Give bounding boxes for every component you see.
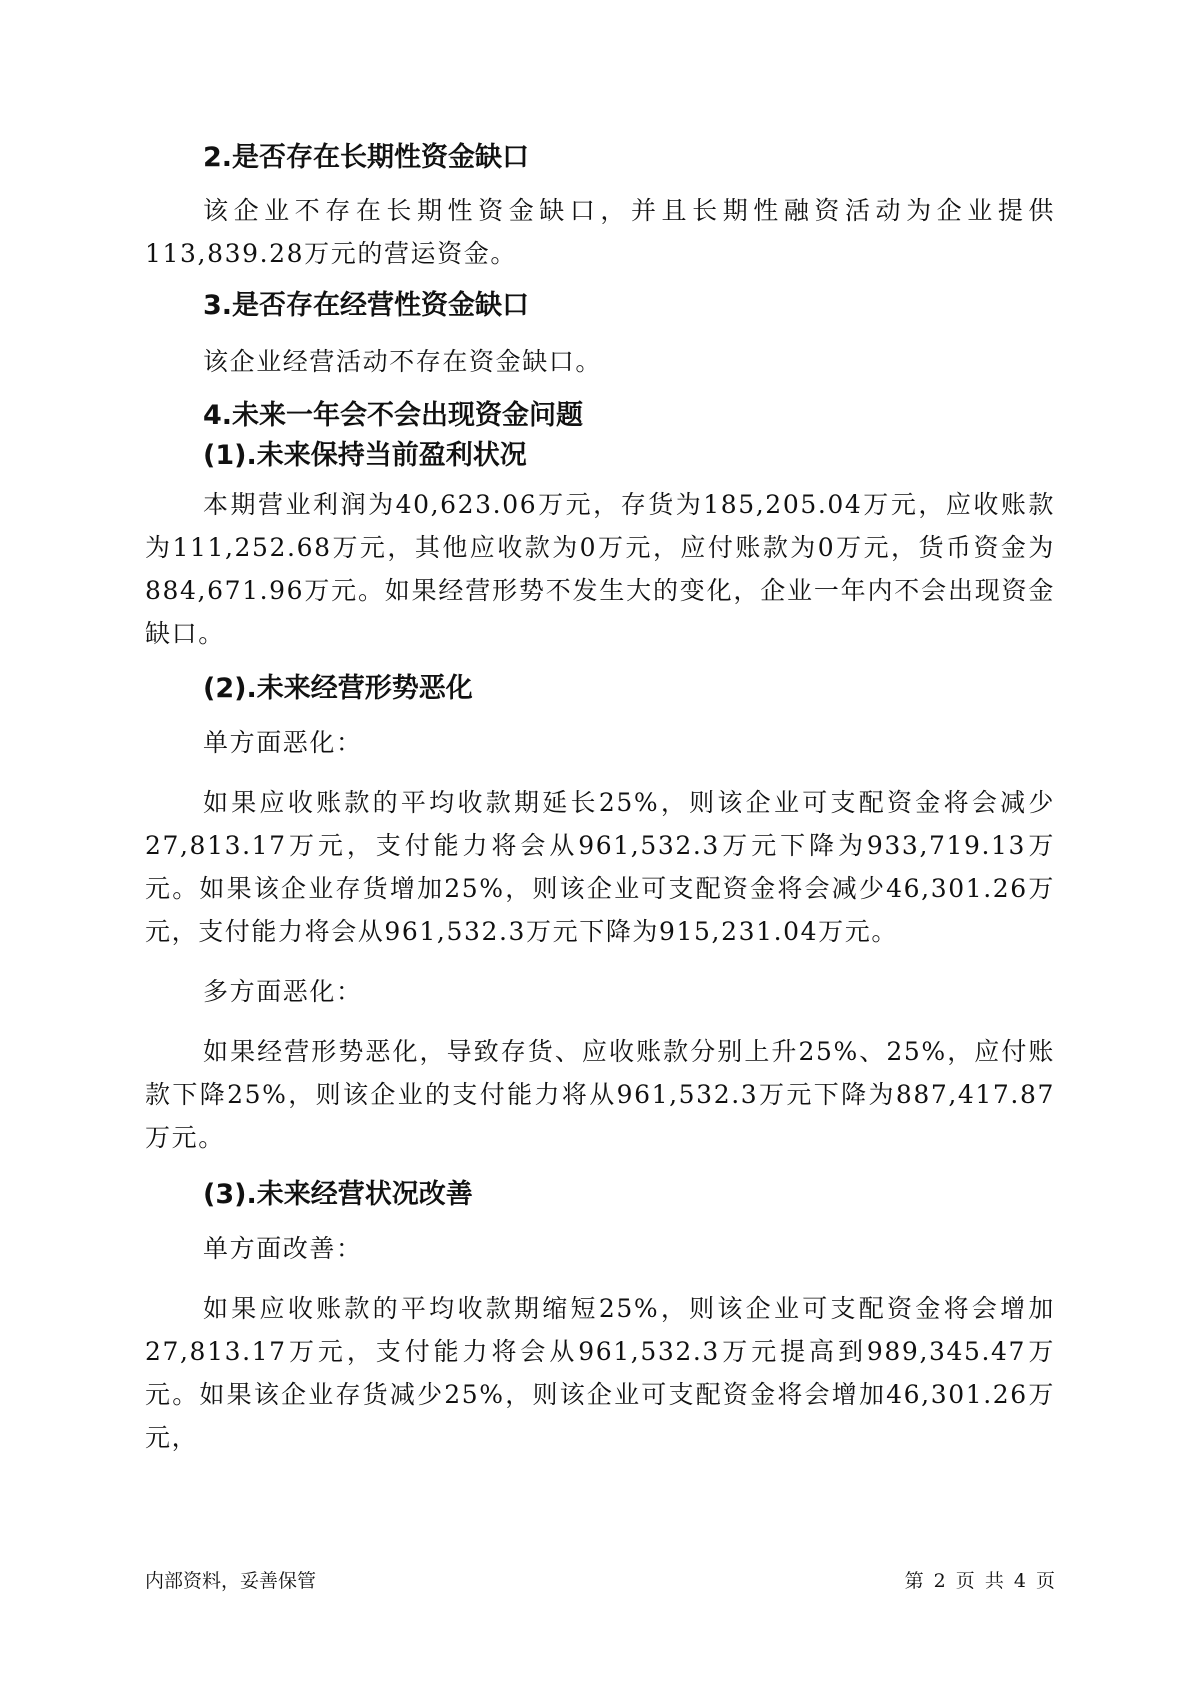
paragraph-long-term-gap: 该企业不存在长期性资金缺口，并且长期性融资活动为企业提供113,839.28万元的营运资金。: [145, 196, 1055, 268]
document-page: [145, 0, 1055, 1459]
paragraph-keep-profit: 本期营业利润为40,623.06万元，存货为185,205.04万元，应收账款为111,252.68万元，其他应收款为0万元，应付账款为0万元，货币资金为884,671.96万元。如果经营形势不发生大的变化，企业一年内不会出现资金缺口。: [145, 490, 1055, 648]
heading-keep-profit: (1).未来保持当前盈利状况: [203, 440, 527, 471]
footer-page-number: 第 2 页 共 4 页: [904, 1570, 1055, 1592]
paragraph-multi-worsen: 如果经营形势恶化，导致存货、应收账款分别上升25%、25%，应付账款下降25%，则该企业的支付能力将从961,532.3万元下降为887,417.87万元。: [145, 1037, 1055, 1152]
heading-next-year: 4.未来一年会不会出现资金问题: [203, 400, 584, 431]
paragraph-operating-gap: 该企业经营活动不存在资金缺口。: [203, 347, 603, 376]
heading-improve: (3).未来经营状况改善: [203, 1179, 473, 1210]
paragraph-single-worsen: 如果应收账款的平均收款期延长25%，则该企业可支配资金将会减少27,813.17万元，支付能力将会从961,532.3万元下降为933,719.13万元。如果该企业存货增加25%，则该企业可支配资金将会减少46,301.26万元，支付能力将会从961,532.3万元下降为915,231.04万元。: [145, 788, 1055, 946]
heading-worsen: (2).未来经营形势恶化: [203, 673, 473, 704]
heading-operating-gap: 3.是否存在经营性资金缺口: [203, 290, 530, 321]
paragraph-multi-worsen-label: 多方面恶化：: [203, 977, 363, 1006]
heading-long-term-gap: 2.是否存在长期性资金缺口: [203, 142, 530, 173]
paragraph-single-improve: 如果应收账款的平均收款期缩短25%，则该企业可支配资金将会增加27,813.17万元，支付能力将会从961,532.3万元提高到989,345.47万元。如果该企业存货减少25%，则该企业可支配资金将会增加46,301.26万元，: [145, 1294, 1055, 1452]
paragraph-single-worsen-label: 单方面恶化：: [203, 728, 363, 757]
footer-confidential: 内部资料，妥善保管: [145, 1570, 317, 1592]
paragraph-single-improve-label: 单方面改善：: [203, 1234, 363, 1263]
